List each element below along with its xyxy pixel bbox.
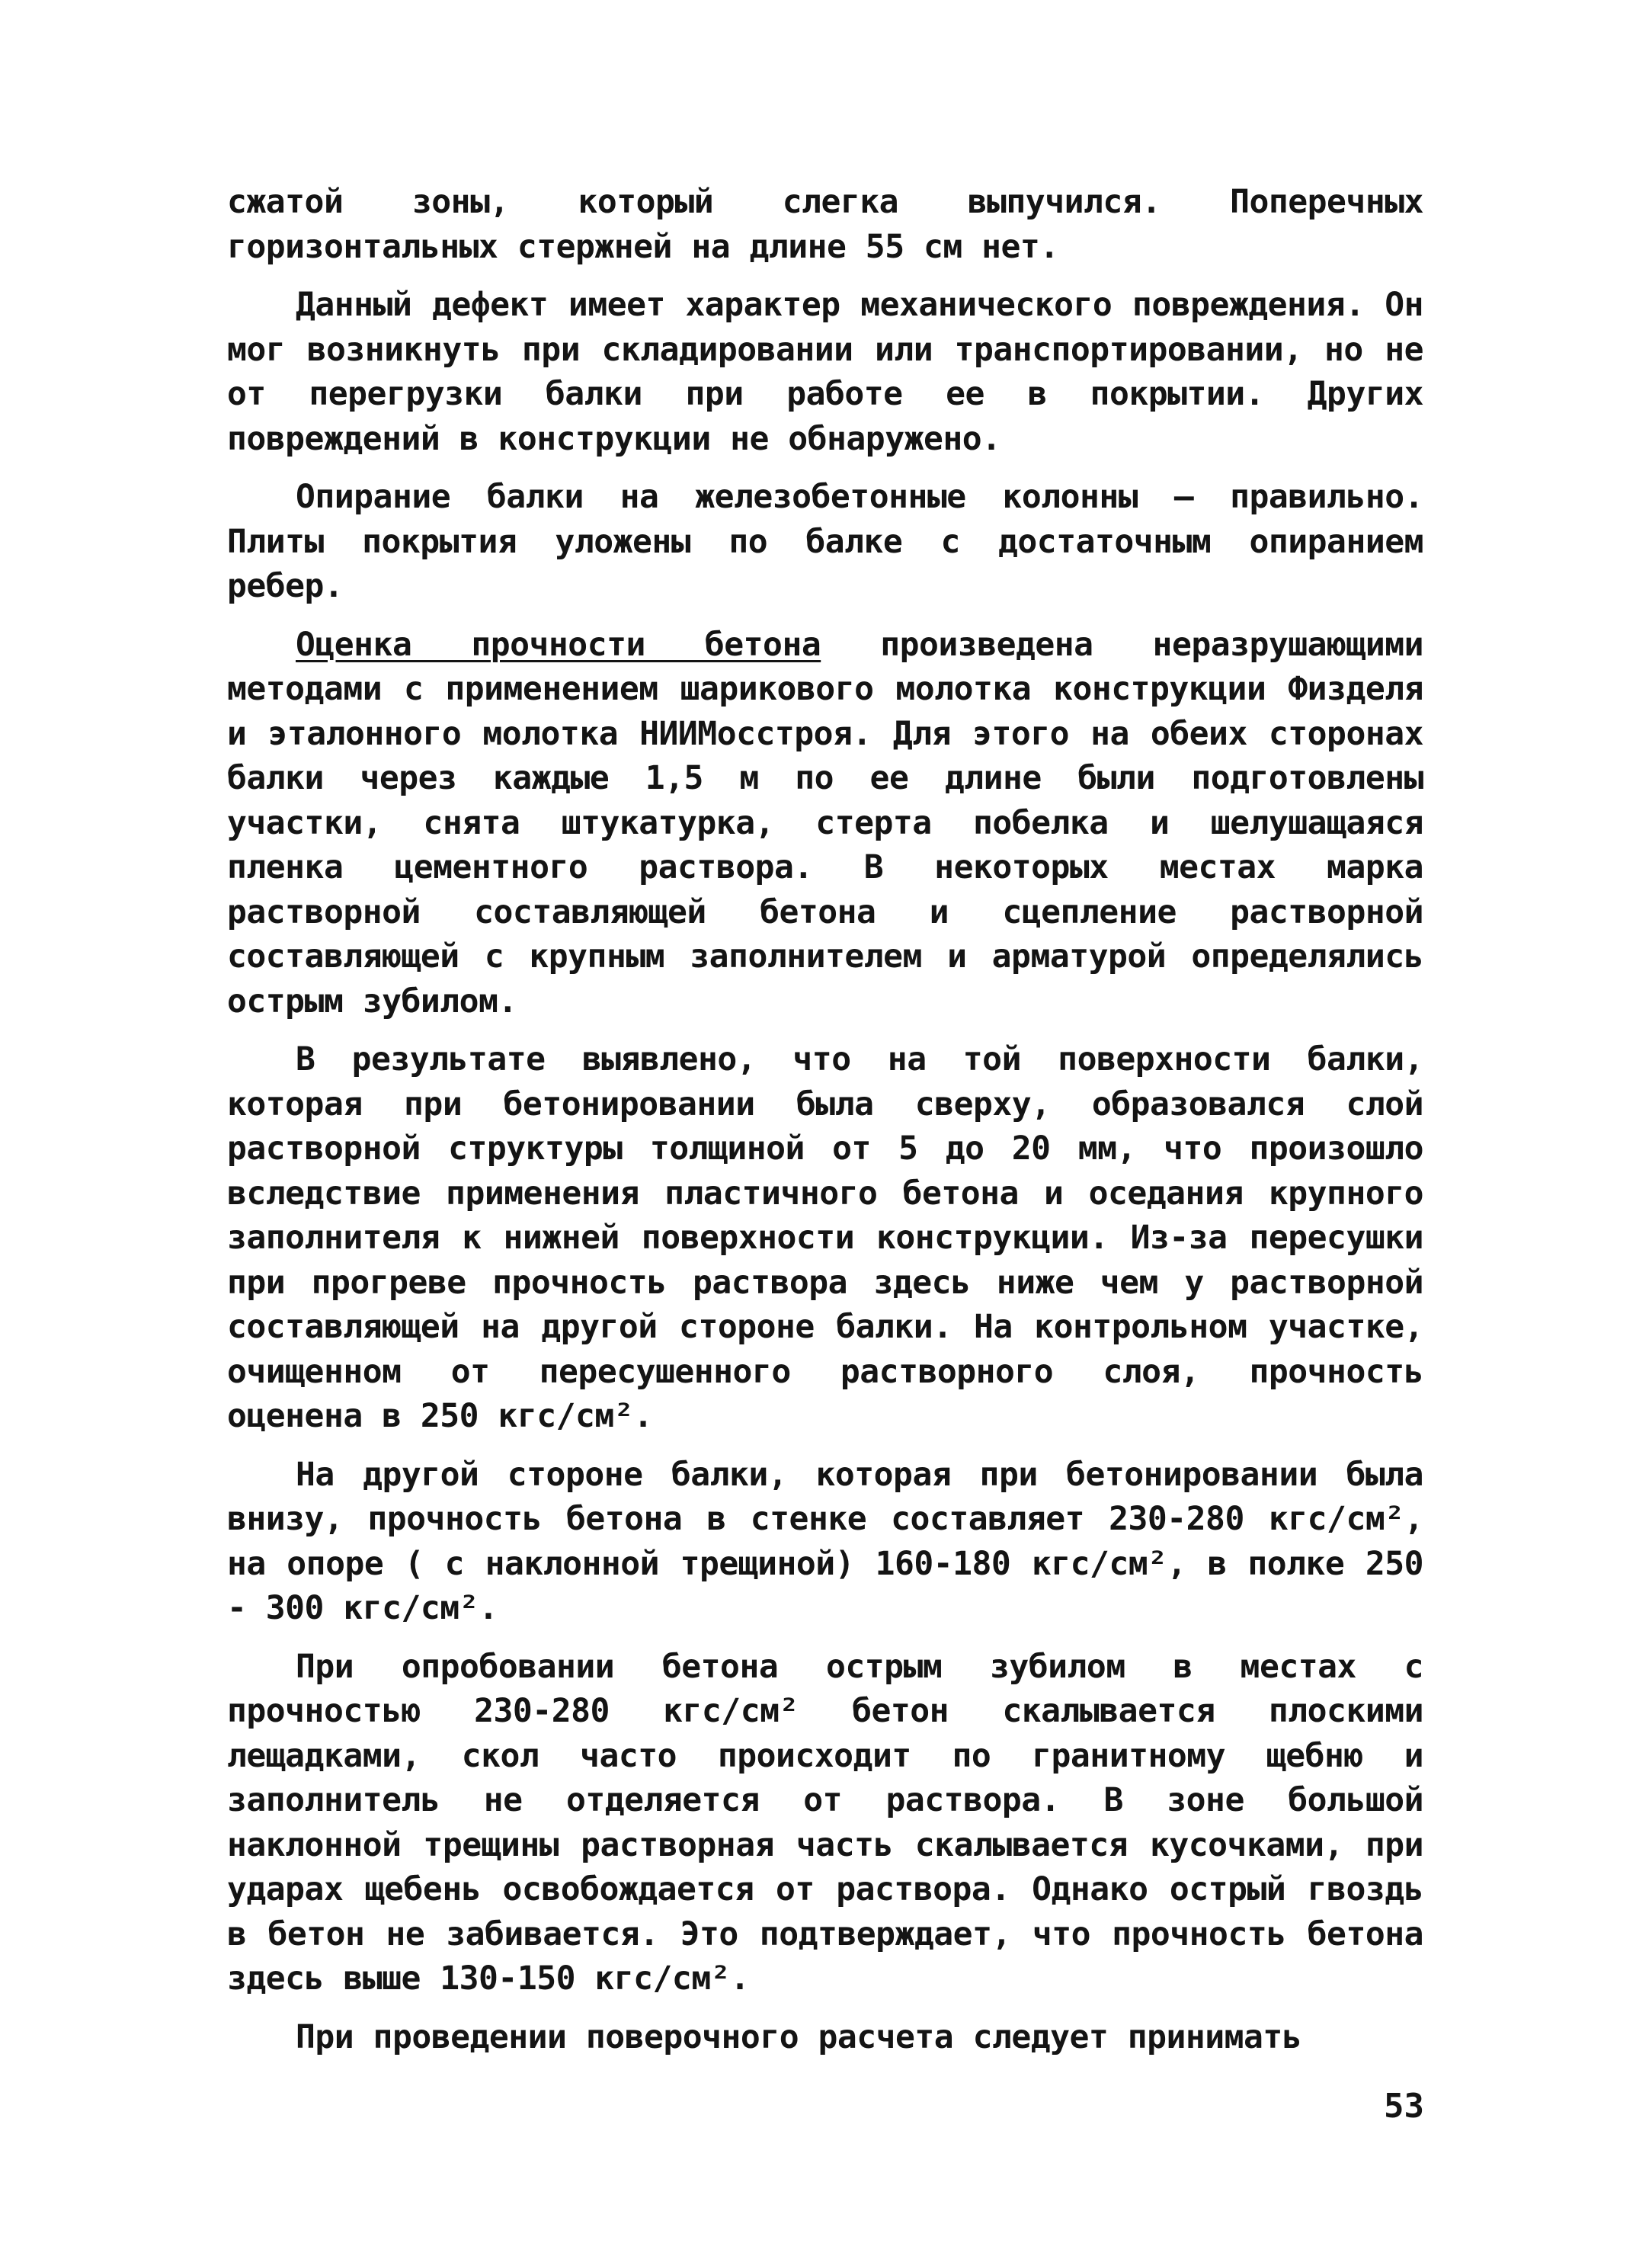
paragraph-4-text: произведена неразрушающими методами с применением шарикового молотка конструкции Физделя и эталонного молотка НИИМосстроя. Для этого на обеих сторонах балки через каждые 1,5 м по ее длине были подготовлены участки, снята штукатурка, стерта побелка и шелушащаяся пленка цементного раствора. В некоторых местах марка растворной составляющей бетона и сцепление растворной составляющей с крупным заполнителем и арматурой определялись острым зубилом. [227,625,1423,1021]
paragraph-4 [227,623,1423,1024]
paragraph-8: При проведении поверочного расчета следует принимать [296,2017,1302,2056]
paragraph-7: При опробовании бетона острым зубилом в местах с прочностью 230-280 кгс/см² бетон скалывается плоскими лещадками, скол часто происходит по гранитному щебню и заполнитель не отделяется от раствора. В зоне большой наклонной трещины растворная часть скалывается кусочками, при ударах щебень освобождается от раствора. Однако острый гвоздь в бетон не забивается. Это подтверждает, что прочность бетона здесь выше 130-150 кгс/см². [227,1647,1423,1998]
page-number: 53 [1384,2087,1424,2126]
paragraph-2: Данный дефект имеет характер механического повреждения. Он мог возникнуть при складировании или транспортировании, но не от перегрузки балки при работе ее в покрытии. Других повреждений в конструкции не обнаружено. [227,286,1423,458]
body-text [227,180,1423,2073]
paragraph-5: В результате выявлено, что на той поверхности балки, которая при бетонировании была сверху, образовался слой растворной структуры толщиной от 5 до 20 мм, что произошло вследствие применения пластичного бетона и оседания крупного заполнителя к нижней поверхности конструкции. Из-за пересушки при прогреве прочность раствора здесь ниже чем у растворной составляющей на другой стороне балки. На контрольном участке, очищенном от пересушенного растворного слоя, прочность оценена в 250 кгс/см². [227,1040,1423,1435]
paragraph-3: Опирание балки на железобетонные колонны – правильно. Плиты покрытия уложены по балке с достаточным опиранием ребер. [227,478,1423,605]
section-heading-underlined: Оценка прочности бетона [296,625,821,664]
paragraph-1: сжатой зоны, который слегка выпучился. Поперечных горизонтальных стержней на длине 55 см нет. [227,183,1423,266]
paragraph-6: На другой стороне балки, которая при бетонировании была внизу, прочность бетона в стенке составляет 230-280 кгс/см², на опоре ( с наклонной трещиной) 160-180 кгс/см², в полке 250 - 300 кгс/см². [227,1455,1423,1627]
